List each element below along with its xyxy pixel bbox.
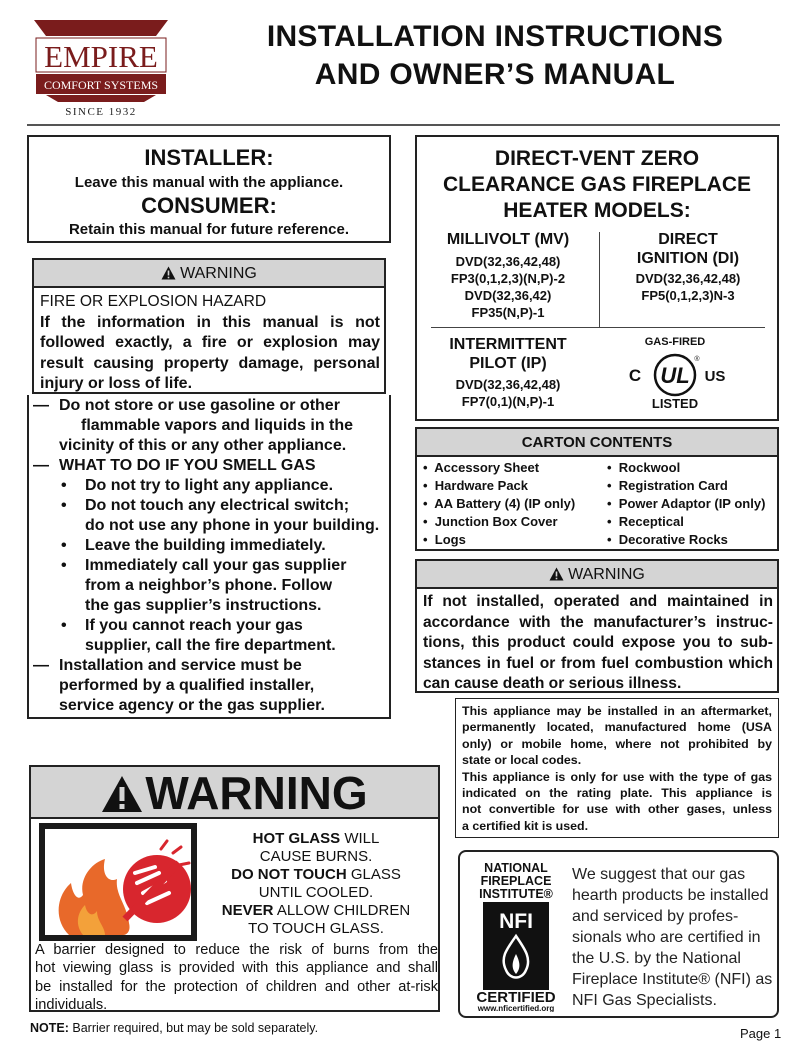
list-item: Installation and service must be <box>59 657 302 674</box>
notice-line: a certified kit is used. <box>462 818 589 833</box>
hazard-title: FIRE OR EXPLOSION HAZARD <box>40 293 267 310</box>
aftermarket-notice <box>455 698 779 838</box>
carton-item: • Hardware Pack <box>423 478 529 493</box>
list-item: flammable vapors and liquids in the <box>81 417 354 434</box>
notice-line: only) or mobile home, where not prohibited by <box>462 736 772 751</box>
list-item: Do not touch any electrical switch; <box>85 497 350 514</box>
warning-triangle-icon <box>101 775 143 813</box>
direct-ignition-title-1: DIRECT <box>658 231 718 248</box>
intermittent-pilot-title-1: INTERMITTENT <box>449 336 567 353</box>
list-item: vicinity of this or any other appliance. <box>59 437 347 454</box>
svg-text:COMFORT SYSTEMS: COMFORT SYSTEMS <box>43 78 159 92</box>
nfi-line: Fireplace Institute® (NFI) as <box>572 971 773 988</box>
list-marker: • <box>61 477 67 494</box>
gas-safety-list <box>27 395 391 719</box>
aftermarket-body <box>462 703 772 834</box>
ul-listed-icon <box>615 334 735 410</box>
big-warning-header <box>31 767 438 819</box>
notice-line: state or local codes. <box>462 753 582 768</box>
hot-glass-line4: UNTIL COOLED. <box>258 884 374 901</box>
fire-explosion-warning <box>32 258 386 394</box>
list-marker: • <box>61 617 67 634</box>
barrier-line: be installed for the protection of children and other at-risk <box>35 978 438 995</box>
warning-line: If not installed, operated and maintained in <box>423 593 773 610</box>
consumer-instruction: Retain this manual for future reference. <box>68 221 350 238</box>
hot-glass-line6: TO TOUCH GLASS. <box>248 920 384 937</box>
svg-text:®: ® <box>694 356 700 363</box>
list-item: the gas supplier’s instructions. <box>85 597 322 614</box>
hot-glass-line2: CAUSE BURNS. <box>259 848 373 865</box>
models-box <box>415 135 779 421</box>
big-warning-label: WARNING <box>145 767 368 819</box>
carton-title: CARTON CONTENTS <box>417 429 777 457</box>
list-item: WHAT TO DO IF YOU SMELL GAS <box>59 457 316 474</box>
nfi-line: NFI Gas Specialists. <box>572 992 717 1009</box>
list-item: Do not store or use gasoline or other <box>59 397 340 414</box>
carton-item: • Junction Box Cover <box>423 514 558 529</box>
nfi-line: sionals who are certified in <box>572 929 761 946</box>
list-marker: • <box>61 557 67 574</box>
svg-text:INSTITUTE®: INSTITUTE® <box>479 887 553 901</box>
barrier-note: NOTE: Barrier required, but may be sold separately. <box>30 1021 319 1035</box>
barrier-line: individuals. <box>35 996 108 1013</box>
warning-line: stances in fuel or from fuel combustion which <box>423 654 773 672</box>
svg-text:GAS-FIRED: GAS-FIRED <box>644 336 706 348</box>
barrier-text <box>35 941 438 1014</box>
list-item: Leave the building immediately. <box>85 537 326 554</box>
hot-glass-line1: HOT GLASS WILL <box>252 830 380 847</box>
nfi-certification-box <box>458 850 779 1018</box>
svg-text:EMPIRE: EMPIRE <box>44 39 158 74</box>
warning-line: can cause death or serious illness. <box>423 675 682 693</box>
models-heading-line3: HEATER MODELS: <box>503 199 691 222</box>
svg-text:www.nficertified.org: www.nficertified.org <box>477 1004 555 1012</box>
warning-line: result causing property damage, personal <box>40 354 380 372</box>
warning-header <box>34 260 384 288</box>
svg-text:C: C <box>628 366 642 385</box>
list-marker: — <box>33 457 49 474</box>
carton-item: • Rockwool <box>607 460 681 475</box>
barrier-line: hot viewing glass is provided with this appliance and shall <box>35 960 438 977</box>
carton-contents-box <box>415 427 779 551</box>
model-number: DVD(32,36,42) <box>464 288 552 303</box>
warning-line: injury or loss of life. <box>40 375 193 392</box>
svg-text:NATIONAL: NATIONAL <box>484 861 548 875</box>
carton-item: • AA Battery (4) (IP only) <box>423 496 576 511</box>
model-number: FP5(0,1,2,3)N-3 <box>641 288 735 303</box>
nfi-certified-logo <box>466 858 566 1012</box>
installer-consumer-box <box>27 135 391 243</box>
manual-title-line2: AND OWNER’S MANUAL <box>314 58 676 91</box>
nfi-line: We suggest that our gas <box>572 866 746 883</box>
chemical-exposure-warning <box>415 559 779 693</box>
carton-item: • Decorative Rocks <box>607 532 728 547</box>
warning-body <box>40 292 380 395</box>
carton-item: • Registration Card <box>607 478 728 493</box>
carton-item: • Power Adaptor (IP only) <box>607 496 766 511</box>
list-item: Immediately call your gas supplier <box>85 557 347 574</box>
warning-line: followed exactly, a fire or explosion may <box>40 334 380 351</box>
svg-text:NFI: NFI <box>499 910 533 933</box>
list-marker: • <box>61 497 67 514</box>
list-item: supplier, call the fire department. <box>85 637 336 654</box>
list-item: performed by a qualified installer, <box>59 677 315 694</box>
nfi-suggestion-text <box>572 864 772 1011</box>
list-marker: — <box>33 657 49 674</box>
intermittent-pilot-title-2: PILOT (IP) <box>469 355 547 372</box>
model-number: FP3(0,1,2,3)(N,P)-2 <box>450 271 566 286</box>
svg-text:LISTED: LISTED <box>651 396 699 410</box>
model-number: DVD(32,36,42,48) <box>455 254 561 269</box>
burn-hazard-icon <box>39 823 197 941</box>
hot-glass-hand-image <box>39 823 197 941</box>
installer-instruction: Leave this manual with the appliance. <box>74 174 344 191</box>
carton-item: • Accessory Sheet <box>423 460 540 475</box>
carton-item: • Logs <box>423 532 466 547</box>
hot-glass-line5: NEVER ALLOW CHILDREN <box>221 902 411 919</box>
models-vertical-divider <box>599 232 600 328</box>
direct-ignition-title-2: IGNITION (DI) <box>636 250 740 267</box>
notice-line: This appliance is only for use with the type of gas <box>462 769 772 784</box>
list-item: If you cannot reach your gas <box>85 617 303 634</box>
hot-glass-line3: DO NOT TOUCH GLASS <box>231 866 401 883</box>
hot-glass-warning <box>29 765 440 1012</box>
empire-logo-graphic <box>32 18 170 118</box>
notice-line: indicated on the rating plate. This appliance is <box>462 786 772 801</box>
model-number: FP7(0,1)(N,P)-1 <box>461 394 555 409</box>
page-number: Page 1 <box>740 1026 782 1041</box>
empire-logo <box>32 18 170 118</box>
consumer-heading: CONSUMER: <box>141 193 277 218</box>
svg-text:FIREPLACE: FIREPLACE <box>480 874 552 888</box>
warning-body <box>423 592 773 695</box>
warning-header <box>417 561 777 589</box>
svg-text:SINCE 1932: SINCE 1932 <box>65 106 137 118</box>
model-number: FP35(N,P)-1 <box>471 305 545 320</box>
list-item: do not use any phone in your building. <box>85 517 380 534</box>
nfi-line: hearth products be installed <box>572 887 769 904</box>
svg-text:UL: UL <box>660 363 690 388</box>
carton-item: • Receptical <box>607 514 684 529</box>
installer-heading: INSTALLER: <box>144 145 274 170</box>
model-number: DVD(32,36,42,48) <box>455 377 561 392</box>
warning-line: tions, this product could expose you to sub- <box>423 634 773 652</box>
nfi-line: the U.S. by the National <box>572 950 741 967</box>
warning-triangle-icon <box>549 567 564 581</box>
list-item: from a neighbor’s phone. Follow <box>85 577 333 594</box>
models-heading-line2: CLEARANCE GAS FIREPLACE <box>442 173 752 196</box>
models-heading-line1: DIRECT-VENT ZERO <box>494 147 700 170</box>
warning-line: If the information in this manual is not <box>40 313 380 331</box>
list-item: service agency or the gas supplier. <box>59 697 325 714</box>
notice-line: This appliance may be installed in an aftermarket, <box>462 704 772 718</box>
svg-text:US: US <box>704 368 726 385</box>
notice-line: not convertible for use with other gases, unless <box>462 802 772 817</box>
title-divider <box>27 124 780 126</box>
notice-line: permanently located, manufactured home (USA <box>462 720 772 735</box>
warning-label: WARNING <box>180 265 257 282</box>
svg-text:CERTIFIED: CERTIFIED <box>476 989 556 1006</box>
barrier-line: A barrier designed to reduce the risk of burns from the <box>35 942 438 958</box>
list-marker: — <box>33 397 49 414</box>
warning-triangle-icon <box>161 266 176 280</box>
millivolt-title: MILLIVOLT (MV) <box>446 231 570 248</box>
warning-line: accordance with the manufacturer’s instruc- <box>423 613 773 631</box>
model-number: DVD(32,36,42,48) <box>635 271 741 286</box>
list-marker: • <box>61 537 67 554</box>
list-item: Do not try to light any appliance. <box>85 477 334 494</box>
manual-title-line1: INSTALLATION INSTRUCTIONS <box>266 20 724 53</box>
models-horizontal-divider <box>431 327 765 328</box>
warning-label: WARNING <box>568 566 645 583</box>
nfi-line: and serviced by profes- <box>572 908 739 925</box>
